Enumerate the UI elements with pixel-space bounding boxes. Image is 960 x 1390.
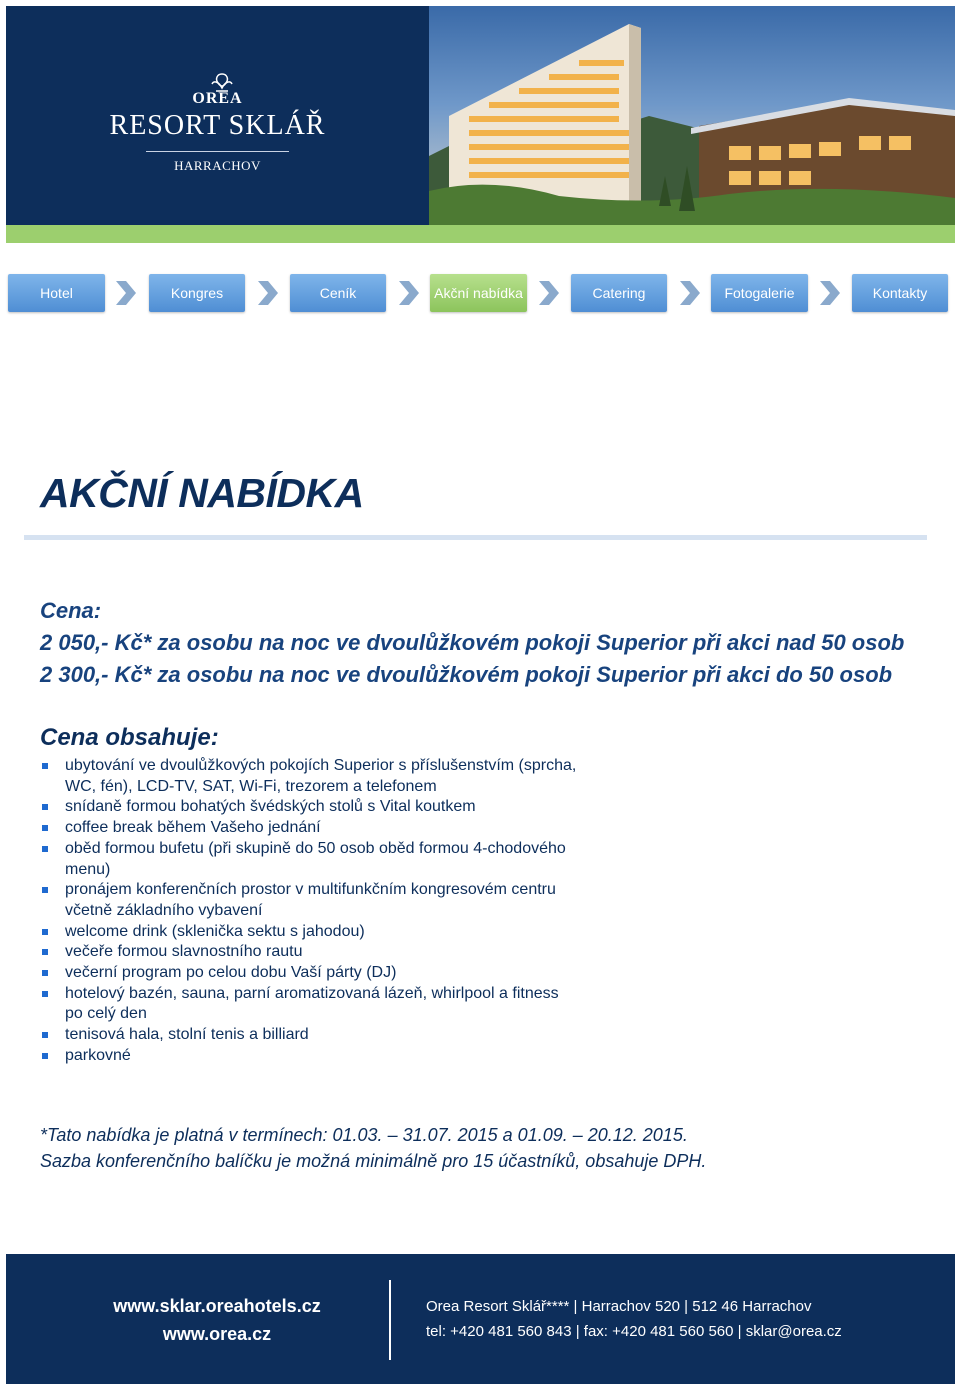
validity-note [40, 1122, 706, 1174]
list-item: tenisová hala, stolní tenis a billiard [40, 1025, 580, 1046]
list-item: welcome drink (sklenička sektu s jahodou) [40, 922, 580, 943]
list-item: coffee break během Vašeho jednání [40, 818, 580, 839]
nav-fotogalerie[interactable]: Fotogalerie [711, 274, 808, 312]
chevron-right-icon [818, 278, 842, 308]
list-item: večeře formou slavnostního rautu [40, 942, 580, 963]
footer-link-orea[interactable]: www.orea.cz [162, 1324, 272, 1344]
footer-address: Orea Resort Sklář**** | Harrachov 520 | 512 46 Harrachov [426, 1298, 812, 1315]
price-section [40, 595, 904, 691]
chevron-right-icon [256, 278, 280, 308]
brand-name: RESORT SKLÁŘ [109, 110, 326, 141]
price-line-1: 2 050,- Kč* za osobu na noc ve dvoulůžkovém pokoji Superior při akci nad 50 osob [40, 630, 905, 655]
square-bullet-icon [42, 887, 48, 893]
square-bullet-icon [42, 929, 48, 935]
square-bullet-icon [42, 949, 48, 955]
price-heading: Cena: [40, 598, 102, 623]
validity-note-line-1: *Tato nabídka je platná v termínech: 01.03. – 31.07. 2015 a 01.09. – 20.12. 2015. [40, 1125, 688, 1145]
logo[interactable] [6, 6, 429, 225]
footer-divider [389, 1280, 391, 1360]
footer [6, 1254, 955, 1384]
header-accent-bar [6, 225, 955, 243]
chevron-right-icon [537, 278, 561, 308]
list-item: parkovné [40, 1046, 580, 1067]
includes-heading: Cena obsahuje: [40, 724, 219, 751]
list-item: ubytování ve dvoulůžkových pokojích Superior s příslušenstvím (sprcha, WC, fén), LCD-TV, SAT, Wi-Fi, trezorem a telefonem [40, 756, 580, 797]
nav-catering[interactable]: Catering [571, 274, 667, 312]
nav-hotel[interactable]: Hotel [8, 274, 105, 312]
price-line-2: 2 300,- Kč* za osobu na noc ve dvoulůžkovém pokoji Superior při akci do 50 osob [40, 662, 893, 687]
nav-kontakty[interactable]: Kontakty [852, 274, 948, 312]
nav-kongres[interactable]: Kongres [149, 274, 245, 312]
nav-cenik[interactable]: Ceník [290, 274, 386, 312]
square-bullet-icon [42, 970, 48, 976]
list-item: hotelový bazén, sauna, parní aromatizovaná lázeň, whirlpool a fitness po celý den [40, 984, 580, 1025]
page-title: AKČNÍ NABÍDKA [40, 470, 364, 516]
chevron-right-icon [678, 278, 702, 308]
square-bullet-icon [42, 1053, 48, 1059]
list-item: pronájem konferenčních prostor v multifunkčním kongresovém centru včetně základního vybavení [40, 880, 580, 921]
list-item: snídaně formou bohatých švédských stolů s Vital koutkem [40, 797, 580, 818]
brand-divider [146, 151, 289, 152]
square-bullet-icon [42, 825, 48, 831]
hotel-illustration [429, 6, 955, 225]
brand-city: HARRACHOV [174, 158, 261, 173]
brand-orea: OREA [192, 90, 243, 107]
nav-akcni-nabidka[interactable]: Akční nabídka [430, 274, 527, 312]
square-bullet-icon [42, 1032, 48, 1038]
square-bullet-icon [42, 763, 48, 769]
includes-list [40, 756, 580, 1067]
list-item: oběd formou bufetu (při skupině do 50 osob oběd formou 4-chodového menu) [40, 839, 580, 880]
square-bullet-icon [42, 846, 48, 852]
hotel-photo [429, 6, 955, 225]
title-divider [24, 535, 927, 540]
header-banner [6, 6, 955, 225]
footer-contact[interactable]: tel: +420 481 560 843 | fax: +420 481 560 560 | sklar@orea.cz [426, 1323, 842, 1340]
main-navigation [0, 274, 960, 314]
validity-note-line-2: Sazba konferenčního balíčku je možná minimálně pro 15 účastníků, obsahuje DPH. [40, 1151, 707, 1171]
square-bullet-icon [42, 991, 48, 997]
list-item: večerní program po celou dobu Vaší párty (DJ) [40, 963, 580, 984]
square-bullet-icon [42, 804, 48, 810]
chevron-right-icon [114, 278, 138, 308]
footer-link-sklar[interactable]: www.sklar.oreahotels.cz [113, 1296, 321, 1316]
chevron-right-icon [397, 278, 421, 308]
